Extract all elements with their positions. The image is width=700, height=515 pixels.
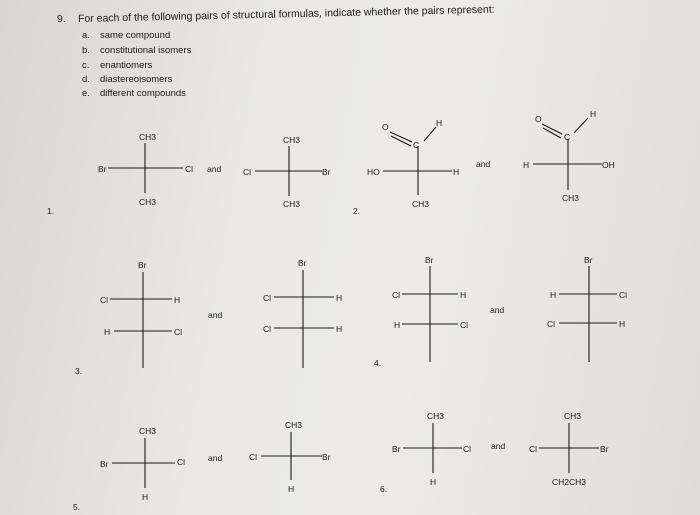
- carbonyl-carbon: C: [564, 132, 571, 142]
- question-text: For each of the following pairs of structural formulas, indicate whether the pairs represent:: [77, 3, 495, 25]
- lower-right-substituent: H: [619, 319, 626, 329]
- top-substituent: CH3: [427, 411, 445, 421]
- fischer-projection-right: [263, 258, 342, 368]
- fischer-projection-left: [100, 426, 185, 502]
- and-connector: and: [490, 305, 505, 315]
- fischer-projection-right: [529, 411, 609, 487]
- fischer-projection-left: [98, 132, 193, 207]
- problem-number: 5.: [73, 502, 81, 512]
- carbonyl-oxygen: O: [535, 114, 542, 124]
- bottom-substituent: H: [142, 492, 149, 502]
- top-substituent: Br: [584, 255, 593, 265]
- problem-number: 3.: [75, 366, 83, 376]
- upper-left-substituent: Cl: [392, 290, 401, 300]
- and-connector: and: [208, 310, 223, 320]
- bottom-substituent: H: [288, 484, 295, 494]
- fischer-projection-left: [392, 411, 471, 487]
- fischer-projection-left: [100, 260, 182, 368]
- lower-right-substituent: Cl: [174, 327, 183, 337]
- carbonyl-oxygen: O: [382, 122, 389, 132]
- right-substituent: Br: [322, 167, 331, 177]
- right-substituent: Br: [322, 452, 331, 462]
- and-connector: and: [207, 164, 222, 174]
- fischer-projection-right: [249, 420, 331, 494]
- problem-number: 2.: [353, 206, 361, 216]
- upper-right-substituent: H: [174, 295, 181, 305]
- right-substituent: Cl: [463, 444, 472, 454]
- option-letter: b.: [82, 45, 90, 56]
- lower-left-substituent: H: [394, 320, 401, 330]
- fischer-projection-left: [392, 255, 468, 362]
- problem-3: [75, 258, 342, 376]
- problem-number: 1.: [47, 206, 55, 216]
- top-substituent: Br: [298, 258, 307, 268]
- right-substituent: H: [453, 167, 460, 177]
- upper-right-substituent: H: [460, 290, 467, 300]
- option-letter: a.: [82, 30, 90, 41]
- option-text: diastereoisomers: [100, 74, 173, 85]
- lower-left-substituent: Cl: [547, 319, 556, 329]
- bottom-substituent: CH3: [139, 197, 157, 207]
- left-substituent: Br: [100, 459, 109, 469]
- left-substituent: Cl: [243, 167, 252, 177]
- option-text: different compounds: [100, 88, 186, 99]
- top-substituent: Br: [138, 260, 147, 270]
- option-letter: c.: [82, 60, 90, 71]
- aldehyde-h-bond: [574, 118, 588, 133]
- fischer-projection-left: [367, 118, 459, 209]
- left-substituent: Cl: [529, 444, 538, 454]
- left-substituent: H: [523, 160, 530, 170]
- right-substituent: Cl: [177, 457, 186, 467]
- left-substituent: Br: [392, 444, 401, 454]
- left-substituent: Br: [98, 164, 107, 174]
- problem-number: 4.: [374, 358, 382, 368]
- top-substituent: CH3: [283, 135, 301, 145]
- question-number: 9.: [57, 13, 66, 25]
- aldehyde-h-bond: [424, 127, 436, 141]
- top-substituent: CH3: [564, 411, 582, 421]
- top-substituent: CH3: [139, 426, 157, 436]
- problem-number: 6.: [380, 484, 388, 494]
- fischer-projection-right: [523, 109, 615, 203]
- and-connector: and: [208, 453, 223, 463]
- problem-5: [73, 420, 331, 512]
- fischer-projection-right: [243, 135, 331, 209]
- bottom-substituent: CH3: [283, 199, 301, 209]
- option-text: constitutional isomers: [100, 45, 192, 56]
- option-text: enantiomers: [100, 60, 153, 71]
- fischer-projection-right: [547, 255, 627, 362]
- aldehyde-hydrogen: H: [436, 118, 443, 128]
- top-substituent: CH3: [139, 132, 157, 142]
- upper-right-substituent: H: [336, 293, 343, 303]
- left-substituent: HO: [367, 167, 380, 177]
- upper-right-substituent: Cl: [619, 290, 628, 300]
- bottom-substituent: CH2CH3: [552, 477, 587, 487]
- upper-left-substituent: Cl: [100, 295, 109, 305]
- bottom-substituent: CH3: [562, 193, 580, 203]
- lower-right-substituent: H: [336, 324, 343, 334]
- lower-left-substituent: H: [104, 327, 111, 337]
- problem-1: [47, 132, 331, 216]
- problem-6: [380, 411, 609, 494]
- right-substituent: Cl: [185, 164, 194, 174]
- top-substituent: Br: [425, 255, 434, 265]
- bottom-substituent: CH3: [412, 199, 430, 209]
- and-connector: and: [491, 441, 506, 451]
- option-letter: d.: [82, 74, 90, 85]
- lower-left-substituent: Cl: [263, 324, 272, 334]
- right-substituent: OH: [602, 160, 615, 170]
- and-connector: and: [476, 159, 491, 169]
- carbonyl-carbon: C: [413, 140, 420, 150]
- lower-right-substituent: Cl: [460, 320, 469, 330]
- problem-4: [374, 255, 627, 368]
- upper-left-substituent: H: [550, 290, 557, 300]
- upper-left-substituent: Cl: [263, 293, 272, 303]
- aldehyde-hydrogen: H: [590, 109, 597, 119]
- top-substituent: CH3: [285, 420, 303, 430]
- right-substituent: Br: [600, 444, 609, 454]
- left-substituent: Cl: [249, 452, 258, 462]
- problem-2: [353, 109, 615, 216]
- option-letter: e.: [82, 88, 90, 99]
- option-text: same compound: [100, 30, 171, 41]
- bottom-substituent: H: [430, 477, 437, 487]
